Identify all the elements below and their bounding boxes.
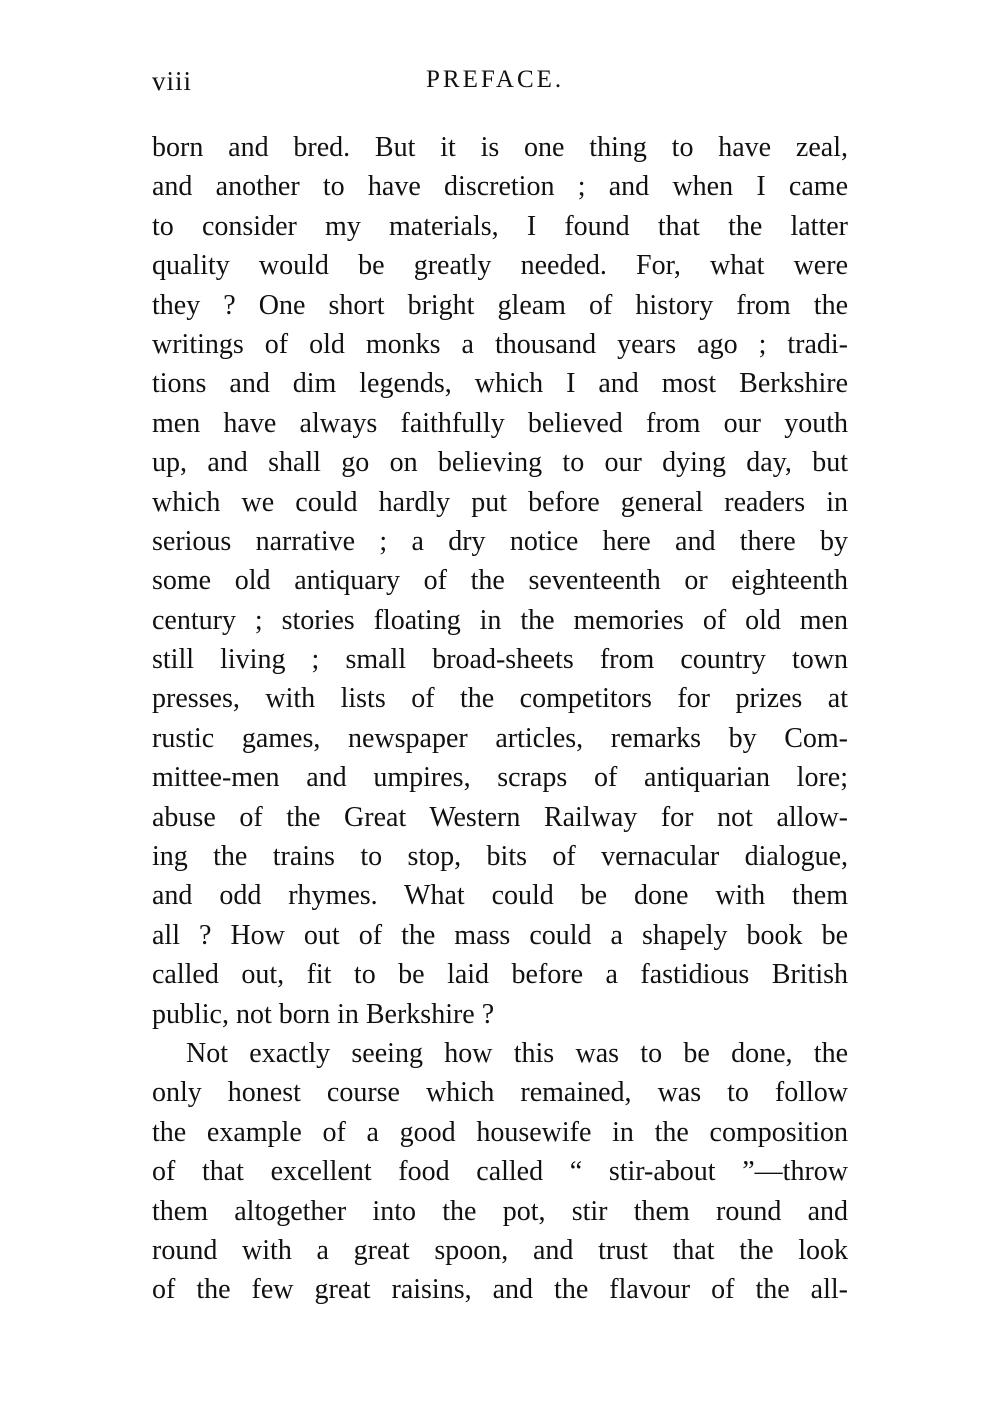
paragraph-end-line: public, not born in Berkshire ? bbox=[152, 998, 495, 1030]
text-line: some old antiquary of the seventeenth or eighteenth bbox=[152, 565, 848, 597]
text-line: round with a great spoon, and trust that the look bbox=[152, 1234, 848, 1266]
paragraph-start-line: Not exactly seeing how this was to be done, the bbox=[186, 1037, 848, 1069]
body-text bbox=[152, 128, 848, 1310]
text-line: still living ; small broad-sheets from country town bbox=[152, 644, 848, 676]
text-line: century ; stories floating in the memories of old men bbox=[152, 604, 848, 636]
text-line: rustic games, newspaper articles, remarks by Com- bbox=[152, 722, 848, 754]
text-line: only honest course which remained, was to follow bbox=[152, 1077, 848, 1109]
text-line: of the few great raisins, and the flavour of the all- bbox=[152, 1274, 848, 1306]
text-line: mittee-men and umpires, scraps of antiquarian lore; bbox=[152, 762, 848, 794]
text-line: abuse of the Great Western Railway for not allow- bbox=[152, 801, 848, 833]
text-line: the example of a good housewife in the composition bbox=[152, 1116, 848, 1148]
text-line: writings of old monks a thousand years ago ; tradi- bbox=[152, 328, 848, 360]
text-line: born and bred. But it is one thing to have zeal, bbox=[152, 132, 848, 163]
text-line: them altogether into the pot, stir them round and bbox=[152, 1195, 848, 1227]
running-title: PREFACE. bbox=[426, 66, 565, 93]
text-line: quality would be greatly needed. For, what were bbox=[152, 250, 848, 282]
text-line: which we could hardly put before general readers in bbox=[152, 486, 848, 518]
text-line: they ? One short bright gleam of history from the bbox=[152, 289, 848, 321]
text-line: up, and shall go on believing to our dying day, but bbox=[152, 447, 848, 479]
text-line: ing the trains to stop, bits of vernacular dialogue, bbox=[152, 841, 848, 873]
page-number: viii bbox=[152, 66, 193, 96]
text-line: all ? How out of the mass could a shapely book be bbox=[152, 919, 848, 951]
text-line: tions and dim legends, which I and most Berkshire bbox=[152, 368, 848, 400]
text-line: serious narrative ; a dry notice here and there by bbox=[152, 525, 848, 557]
text-line: and odd rhymes. What could be done with them bbox=[152, 880, 848, 912]
text-line: men have always faithfully believed from our youth bbox=[152, 407, 848, 439]
text-line: to consider my materials, I found that the latter bbox=[152, 210, 848, 242]
text-line: called out, fit to be laid before a fastidious British bbox=[152, 959, 848, 991]
text-line: of that excellent food called “ stir-about ”—throw bbox=[152, 1156, 848, 1188]
text-line: presses, with lists of the competitors for prizes at bbox=[152, 683, 848, 715]
text-line: and another to have discretion ; and when I came bbox=[152, 171, 848, 203]
running-head bbox=[152, 66, 852, 106]
